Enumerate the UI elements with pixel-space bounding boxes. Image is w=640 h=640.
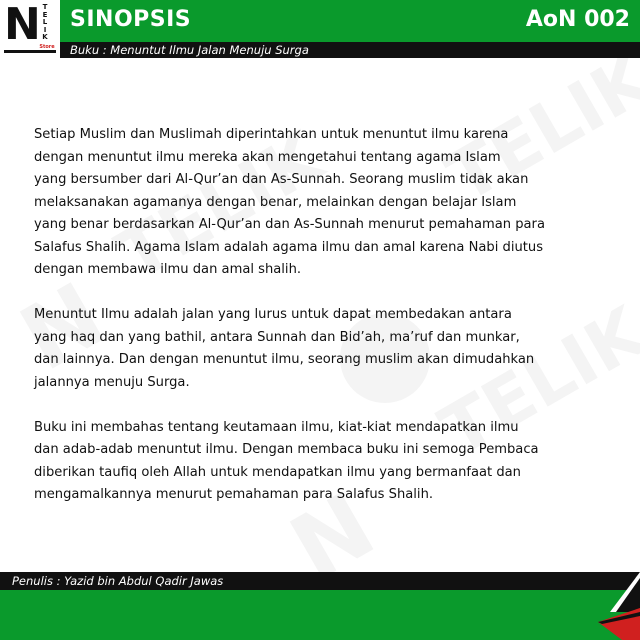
footer-bar: [0, 590, 640, 640]
flag-red-part: [598, 608, 640, 640]
paragraph-line: dan adab-adab menuntut ilmu. Dengan membaca buku ini semoga Pembaca: [34, 442, 539, 457]
paragraph-line: mengamalkannya menurut pemahaman para Salafus Shalih.: [34, 487, 434, 502]
logo-word-letter: K: [42, 33, 48, 41]
logo-word-letter: E: [42, 10, 48, 19]
book-title: Buku : Menuntut Ilmu Jalan Menuju Surga: [70, 43, 309, 57]
paragraph-line: Setiap Muslim dan Muslimah diperintahkan untuk menuntut ilmu karena: [34, 127, 509, 142]
logo-underline: [4, 50, 56, 53]
page-title: SINOPSIS: [70, 7, 192, 32]
book-code: AoN 002: [525, 7, 630, 32]
synopsis-paragraph: [34, 417, 614, 507]
synopsis-paragraph: [34, 304, 614, 394]
paragraph-line: diberikan taufiq oleh Allah untuk mendapatkan ilmu yang bermanfaat dan: [34, 464, 521, 480]
paragraph-line: dan lainnya. Dan dengan menuntut ilmu, seorang muslim akan dimudahkan: [34, 352, 535, 367]
logo-word-letter: L: [42, 18, 48, 26]
logo-letter: N: [4, 0, 39, 50]
logo-word-letter: T: [42, 3, 48, 11]
paragraph-line: dengan menuntut ilmu mereka akan mengetahui tentang agama Islam: [34, 149, 501, 165]
paragraph-line: dengan membawa ilmu dan amal shalih.: [34, 262, 302, 277]
paragraph-line: Buku ini membahas tentang keutamaan ilmu, kiat-kiat mendapatkan ilmu: [34, 419, 519, 435]
nitelik-logo-icon: [0, 0, 60, 58]
author-label: Penulis : Yazid bin Abdul Qadir Jawas: [12, 574, 224, 588]
paragraph-line: melaksanakan agamanya dengan benar, melainkan dengan belajar Islam: [34, 194, 517, 210]
logo-word-letter: I: [43, 25, 47, 34]
paragraph-line: yang haq dan yang bathil, antara Sunnah dan Bid’ah, ma’ruf dan munkar,: [34, 329, 520, 345]
synopsis-body: [34, 124, 614, 529]
synopsis-paragraph: [34, 124, 614, 282]
logo-store: Store: [39, 44, 55, 50]
paragraph-line: yang bersumber dari Al-Qur’an dan As-Sunnah. Seorang muslim tidak akan: [34, 172, 529, 187]
paragraph-line: jalannya menuju Surga.: [34, 374, 190, 390]
paragraph-line: yang benar berdasarkan Al-Qur’an dan As-Sunnah menurut pemahaman para: [34, 217, 545, 232]
paragraph-line: Menuntut Ilmu adalah jalan yang lurus untuk dapat membedakan antara: [34, 307, 512, 322]
paragraph-line: Salafus Shalih. Agama Islam adalah agama ilmu dan amal karena Nabi diutus: [34, 239, 544, 255]
flag-triangle-icon: [596, 572, 640, 640]
logo-word: [38, 4, 52, 42]
